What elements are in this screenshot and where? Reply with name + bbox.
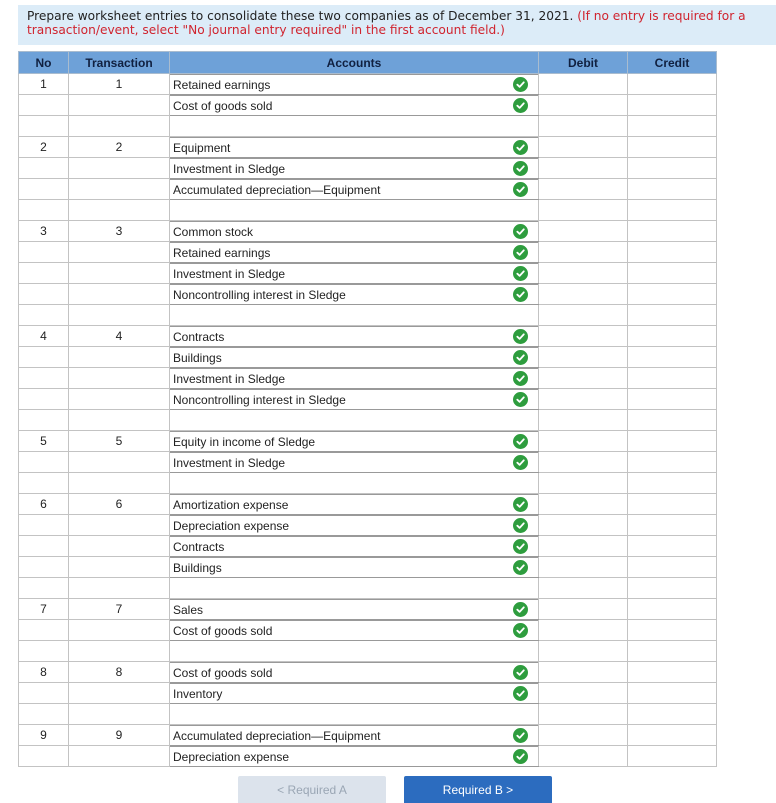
account-name: Investment in Sledge	[173, 455, 286, 470]
debit-input[interactable]	[539, 683, 628, 704]
transaction-number-cell	[69, 95, 170, 116]
table-row-blank	[19, 578, 717, 599]
table-row	[19, 284, 717, 305]
table-row	[19, 494, 717, 515]
account-select[interactable]	[170, 347, 539, 368]
check-icon	[513, 371, 528, 386]
entry-number-cell	[19, 284, 69, 305]
table-row	[19, 179, 717, 200]
transaction-number-cell	[69, 200, 170, 221]
account-name: Amortization expense	[173, 497, 289, 512]
entry-number-cell	[19, 95, 69, 116]
next-required-button[interactable]: Required B >	[404, 776, 552, 803]
table-row	[19, 557, 717, 578]
entry-number-cell	[19, 410, 69, 431]
transaction-number-cell: 1	[69, 74, 170, 95]
account-select[interactable]	[170, 641, 539, 662]
account-select[interactable]	[170, 599, 539, 620]
check-icon	[513, 434, 528, 449]
transaction-number-cell	[69, 347, 170, 368]
transaction-number-cell	[69, 515, 170, 536]
column-header-transaction: Transaction	[69, 52, 170, 74]
transaction-number-cell	[69, 641, 170, 662]
transaction-number-cell: 5	[69, 431, 170, 452]
entry-number-cell	[19, 557, 69, 578]
table-row-blank	[19, 116, 717, 137]
table-row	[19, 515, 717, 536]
table-row-blank	[19, 704, 717, 725]
debit-input[interactable]	[539, 221, 628, 242]
entry-number-cell	[19, 158, 69, 179]
table-row	[19, 746, 717, 767]
transaction-number-cell	[69, 473, 170, 494]
credit-input[interactable]	[628, 557, 717, 578]
credit-input[interactable]	[628, 452, 717, 473]
check-icon	[513, 602, 528, 617]
credit-input[interactable]	[628, 431, 717, 452]
table-row-blank	[19, 641, 717, 662]
account-name: Accumulated depreciation—Equipment	[173, 182, 381, 197]
credit-input[interactable]	[628, 515, 717, 536]
column-header-debit: Debit	[539, 52, 628, 74]
table-row	[19, 431, 717, 452]
debit-input[interactable]	[539, 494, 628, 515]
transaction-number-cell: 4	[69, 326, 170, 347]
account-name: Noncontrolling interest in Sledge	[173, 392, 346, 407]
check-icon	[513, 98, 528, 113]
account-select[interactable]	[170, 368, 539, 389]
debit-input[interactable]	[539, 410, 628, 431]
credit-input[interactable]	[628, 368, 717, 389]
credit-input[interactable]	[628, 536, 717, 557]
account-name: Equity in income of Sledge	[173, 434, 316, 449]
account-select[interactable]	[170, 221, 539, 242]
debit-input[interactable]	[539, 305, 628, 326]
credit-input[interactable]	[628, 704, 717, 725]
entry-number-cell	[19, 683, 69, 704]
check-icon	[513, 140, 528, 155]
transaction-number-cell	[69, 158, 170, 179]
check-icon	[513, 665, 528, 680]
instructions-note: (If no entry is required for a transaction/event, select "No journal entry required" in the first account field.)	[27, 9, 746, 37]
account-select[interactable]	[170, 578, 539, 599]
entry-number-cell	[19, 389, 69, 410]
account-name: Common stock	[173, 224, 254, 239]
credit-input[interactable]	[628, 494, 717, 515]
debit-input[interactable]	[539, 431, 628, 452]
entry-number-cell	[19, 704, 69, 725]
account-select[interactable]	[170, 536, 539, 557]
credit-input[interactable]	[628, 221, 717, 242]
entry-number-cell: 9	[19, 725, 69, 746]
account-name: Investment in Sledge	[173, 266, 286, 281]
transaction-number-cell: 7	[69, 599, 170, 620]
account-select[interactable]	[170, 179, 539, 200]
transaction-number-cell	[69, 179, 170, 200]
table-row	[19, 326, 717, 347]
transaction-number-cell	[69, 578, 170, 599]
table-row-blank	[19, 305, 717, 326]
check-icon	[513, 161, 528, 176]
account-name: Depreciation expense	[173, 749, 290, 764]
account-select[interactable]	[170, 557, 539, 578]
check-icon	[513, 686, 528, 701]
account-name: Retained earnings	[173, 245, 271, 260]
debit-input[interactable]	[539, 746, 628, 767]
credit-input[interactable]	[628, 74, 717, 95]
table-row	[19, 242, 717, 263]
account-name: Inventory	[173, 686, 223, 701]
debit-input[interactable]	[539, 704, 628, 725]
check-icon	[513, 497, 528, 512]
table-row	[19, 221, 717, 242]
entry-number-cell	[19, 263, 69, 284]
entry-number-cell: 3	[19, 221, 69, 242]
account-select[interactable]	[170, 494, 539, 515]
credit-input[interactable]	[628, 200, 717, 221]
account-select[interactable]	[170, 620, 539, 641]
transaction-number-cell	[69, 452, 170, 473]
account-name: Buildings	[173, 350, 222, 365]
check-icon	[513, 392, 528, 407]
account-select[interactable]	[170, 473, 539, 494]
account-select[interactable]	[170, 683, 539, 704]
account-select[interactable]	[170, 284, 539, 305]
check-icon	[513, 245, 528, 260]
debit-input[interactable]	[539, 242, 628, 263]
debit-input[interactable]	[539, 263, 628, 284]
debit-input[interactable]	[539, 452, 628, 473]
debit-input[interactable]	[539, 116, 628, 137]
entry-number-cell	[19, 746, 69, 767]
credit-input[interactable]	[628, 683, 717, 704]
account-select[interactable]	[170, 116, 539, 137]
account-name: Sales	[173, 602, 204, 617]
entry-number-cell	[19, 578, 69, 599]
debit-input[interactable]	[539, 137, 628, 158]
account-select[interactable]	[170, 95, 539, 116]
debit-input[interactable]	[539, 347, 628, 368]
check-icon	[513, 518, 528, 533]
table-row	[19, 536, 717, 557]
debit-input[interactable]	[539, 200, 628, 221]
debit-input[interactable]	[539, 515, 628, 536]
instructions	[18, 5, 776, 45]
account-select[interactable]	[170, 158, 539, 179]
account-select[interactable]	[170, 662, 539, 683]
table-row	[19, 347, 717, 368]
journal-entry-worksheet	[18, 51, 717, 767]
debit-input[interactable]	[539, 557, 628, 578]
account-select[interactable]	[170, 410, 539, 431]
debit-input[interactable]	[539, 326, 628, 347]
account-name: Contracts	[173, 329, 225, 344]
credit-input[interactable]	[628, 725, 717, 746]
debit-input[interactable]	[539, 368, 628, 389]
transaction-number-cell: 9	[69, 725, 170, 746]
account-name: Noncontrolling interest in Sledge	[173, 287, 346, 302]
account-select[interactable]	[170, 389, 539, 410]
table-row-blank	[19, 473, 717, 494]
credit-input[interactable]	[628, 116, 717, 137]
table-row	[19, 74, 717, 95]
transaction-number-cell	[69, 242, 170, 263]
credit-input[interactable]	[628, 473, 717, 494]
credit-input[interactable]	[628, 578, 717, 599]
account-name: Accumulated depreciation—Equipment	[173, 728, 381, 743]
debit-input[interactable]	[539, 620, 628, 641]
entry-number-cell	[19, 452, 69, 473]
entry-number-cell	[19, 200, 69, 221]
transaction-number-cell	[69, 410, 170, 431]
account-select[interactable]	[170, 515, 539, 536]
check-icon	[513, 728, 528, 743]
account-name: Depreciation expense	[173, 518, 290, 533]
table-header-row	[19, 52, 717, 74]
check-icon	[513, 77, 528, 92]
entry-number-cell: 8	[19, 662, 69, 683]
credit-input[interactable]	[628, 389, 717, 410]
transaction-number-cell	[69, 620, 170, 641]
check-icon	[513, 224, 528, 239]
instructions-main: Prepare worksheet entries to consolidate these two companies as of December 31, 2021.	[27, 9, 574, 23]
check-icon	[513, 749, 528, 764]
credit-input[interactable]	[628, 305, 717, 326]
transaction-number-cell: 8	[69, 662, 170, 683]
column-header-no: No	[19, 52, 69, 74]
credit-input[interactable]	[628, 662, 717, 683]
table-row	[19, 599, 717, 620]
debit-input[interactable]	[539, 725, 628, 746]
table-row	[19, 683, 717, 704]
account-name: Retained earnings	[173, 77, 271, 92]
entry-number-cell: 5	[19, 431, 69, 452]
debit-input[interactable]	[539, 599, 628, 620]
transaction-number-cell: 6	[69, 494, 170, 515]
table-row	[19, 158, 717, 179]
credit-input[interactable]	[628, 746, 717, 767]
table-row	[19, 620, 717, 641]
account-name: Cost of goods sold	[173, 98, 273, 113]
check-icon	[513, 266, 528, 281]
column-header-credit: Credit	[628, 52, 717, 74]
debit-input[interactable]	[539, 662, 628, 683]
entry-number-cell	[19, 620, 69, 641]
check-icon	[513, 455, 528, 470]
check-icon	[513, 539, 528, 554]
credit-input[interactable]	[628, 284, 717, 305]
entry-number-cell: 6	[19, 494, 69, 515]
transaction-number-cell	[69, 389, 170, 410]
check-icon	[513, 329, 528, 344]
credit-input[interactable]	[628, 137, 717, 158]
table-row	[19, 725, 717, 746]
transaction-number-cell	[69, 263, 170, 284]
table-row-blank	[19, 200, 717, 221]
account-select[interactable]	[170, 200, 539, 221]
account-name: Contracts	[173, 539, 225, 554]
table-row-blank	[19, 410, 717, 431]
debit-input[interactable]	[539, 284, 628, 305]
debit-input[interactable]	[539, 536, 628, 557]
account-select[interactable]	[170, 74, 539, 95]
table-row	[19, 263, 717, 284]
debit-input[interactable]	[539, 473, 628, 494]
table-row	[19, 662, 717, 683]
entry-number-cell: 1	[19, 74, 69, 95]
account-select[interactable]	[170, 746, 539, 767]
account-name: Investment in Sledge	[173, 161, 286, 176]
check-icon	[513, 623, 528, 638]
entry-number-cell	[19, 347, 69, 368]
account-select[interactable]	[170, 704, 539, 725]
table-row	[19, 389, 717, 410]
check-icon	[513, 350, 528, 365]
account-select[interactable]	[170, 452, 539, 473]
account-name: Cost of goods sold	[173, 665, 273, 680]
account-name: Investment in Sledge	[173, 371, 286, 386]
entry-number-cell	[19, 536, 69, 557]
debit-input[interactable]	[539, 578, 628, 599]
credit-input[interactable]	[628, 599, 717, 620]
credit-input[interactable]	[628, 263, 717, 284]
account-select[interactable]	[170, 431, 539, 452]
credit-input[interactable]	[628, 326, 717, 347]
account-select[interactable]	[170, 725, 539, 746]
check-icon	[513, 182, 528, 197]
debit-input[interactable]	[539, 389, 628, 410]
transaction-number-cell	[69, 368, 170, 389]
credit-input[interactable]	[628, 95, 717, 116]
transaction-number-cell	[69, 683, 170, 704]
check-icon	[513, 287, 528, 302]
debit-input[interactable]	[539, 641, 628, 662]
entry-number-cell	[19, 515, 69, 536]
table-row	[19, 368, 717, 389]
account-select[interactable]	[170, 305, 539, 326]
account-select[interactable]	[170, 263, 539, 284]
entry-number-cell	[19, 641, 69, 662]
entry-number-cell: 2	[19, 137, 69, 158]
transaction-number-cell	[69, 116, 170, 137]
transaction-number-cell	[69, 557, 170, 578]
column-header-accounts: Accounts	[170, 52, 539, 74]
debit-input[interactable]	[539, 95, 628, 116]
transaction-number-cell: 3	[69, 221, 170, 242]
credit-input[interactable]	[628, 641, 717, 662]
account-select[interactable]	[170, 326, 539, 347]
entry-number-cell	[19, 179, 69, 200]
entry-number-cell	[19, 473, 69, 494]
previous-required-button[interactable]: < Required A	[238, 776, 386, 803]
credit-input[interactable]	[628, 242, 717, 263]
entry-number-cell: 4	[19, 326, 69, 347]
debit-input[interactable]	[539, 179, 628, 200]
account-name: Equipment	[173, 140, 231, 155]
entry-number-cell	[19, 368, 69, 389]
transaction-number-cell	[69, 536, 170, 557]
credit-input[interactable]	[628, 347, 717, 368]
table-row	[19, 95, 717, 116]
transaction-number-cell	[69, 704, 170, 725]
table-row	[19, 452, 717, 473]
debit-input[interactable]	[539, 158, 628, 179]
account-name: Cost of goods sold	[173, 623, 273, 638]
credit-input[interactable]	[628, 158, 717, 179]
transaction-number-cell	[69, 746, 170, 767]
account-name: Buildings	[173, 560, 222, 575]
entry-number-cell	[19, 116, 69, 137]
account-select[interactable]	[170, 137, 539, 158]
transaction-number-cell	[69, 305, 170, 326]
debit-input[interactable]	[539, 74, 628, 95]
table-row	[19, 137, 717, 158]
credit-input[interactable]	[628, 620, 717, 641]
credit-input[interactable]	[628, 410, 717, 431]
transaction-number-cell	[69, 284, 170, 305]
entry-number-cell	[19, 305, 69, 326]
entry-number-cell: 7	[19, 599, 69, 620]
credit-input[interactable]	[628, 179, 717, 200]
entry-number-cell	[19, 242, 69, 263]
transaction-number-cell: 2	[69, 137, 170, 158]
account-select[interactable]	[170, 242, 539, 263]
check-icon	[513, 560, 528, 575]
